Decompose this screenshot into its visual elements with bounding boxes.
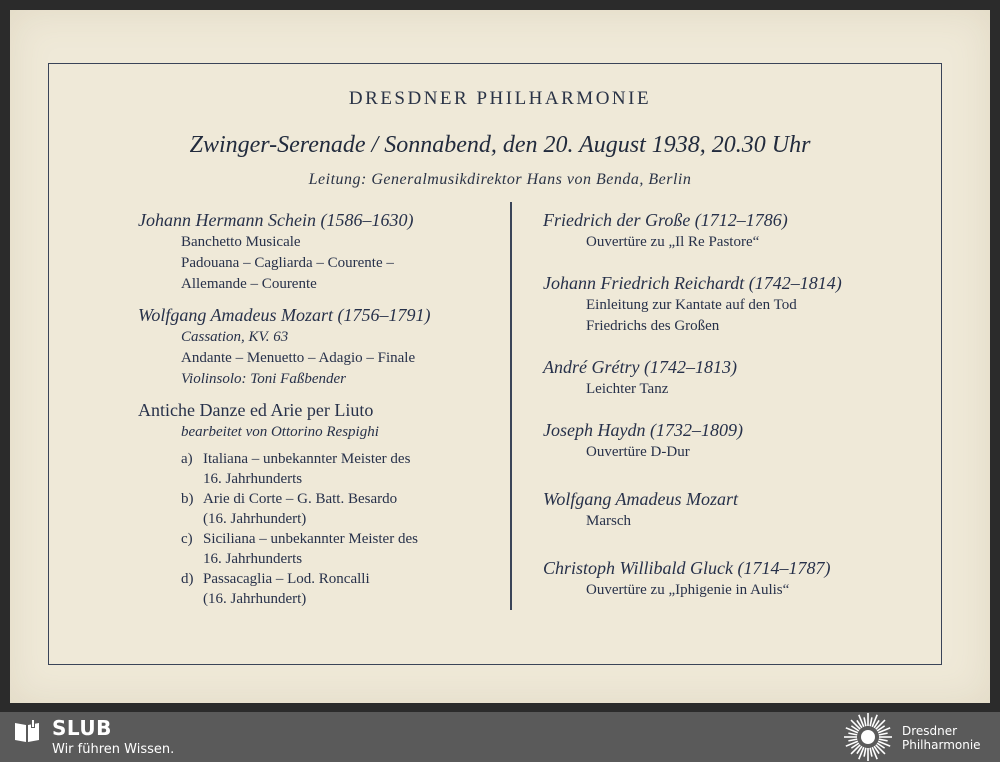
sunburst-ray bbox=[864, 748, 866, 757]
sunburst-ray bbox=[848, 733, 857, 735]
work-title: Ouvertüre zu „Il Re Pastore“ bbox=[586, 234, 760, 250]
work-movements: Andante – Menuetto – Adagio – Finale bbox=[181, 350, 416, 366]
list-item bbox=[138, 569, 503, 609]
item-text: Italiana – unbekannter Meister des bbox=[203, 451, 411, 467]
composer-mozart-2: Wolfgang Amadeus Mozart bbox=[543, 489, 739, 509]
work-title: Ouvertüre zu „Iphigenie in Aulis“ bbox=[586, 582, 790, 598]
sunburst-icon[interactable] bbox=[843, 712, 893, 762]
composer-mozart: Wolfgang Amadeus Mozart (1756–1791) bbox=[138, 305, 431, 325]
program-right-column bbox=[543, 208, 933, 601]
sunburst-ray bbox=[864, 717, 866, 726]
composer-schein: Johann Hermann Schein (1586–1630) bbox=[138, 210, 414, 230]
sunburst-ray bbox=[870, 717, 872, 726]
arranger-line: bearbeitet von Ottorino Respighi bbox=[181, 424, 379, 440]
composer-friedrich: Friedrich der Große (1712–1786) bbox=[543, 210, 788, 230]
work-title: Banchetto Musicale bbox=[181, 234, 301, 250]
composer-reichardt: Johann Friedrich Reichardt (1742–1814) bbox=[543, 273, 842, 293]
work-antiche-danze: Antiche Danze ed Arie per Liuto bbox=[138, 400, 374, 420]
sunburst-ray bbox=[848, 739, 857, 741]
item-letter: c) bbox=[181, 531, 193, 547]
composer-gluck: Christoph Willibald Gluck (1714–1787) bbox=[543, 558, 831, 578]
item-text: 16. Jahrhunderts bbox=[203, 471, 303, 487]
item-text: 16. Jahrhunderts bbox=[203, 551, 303, 567]
concert-title: Zwinger-Serenade / Sonnabend, den 20. August 1938, 20.30 Uhr bbox=[189, 132, 811, 158]
composer-haydn: Joseph Haydn (1732–1809) bbox=[543, 420, 743, 440]
program-left-column bbox=[138, 208, 503, 609]
list-item bbox=[138, 529, 503, 569]
sunburst-ray bbox=[879, 733, 888, 735]
work-title: Marsch bbox=[586, 513, 631, 529]
work-title: Friedrichs des Großen bbox=[586, 318, 720, 334]
work-title: Leichter Tanz bbox=[586, 381, 669, 397]
conductor-line: Leitung: Generalmusikdirektor Hans von Benda, Berlin bbox=[308, 171, 692, 188]
item-text: Arie di Corte – G. Batt. Besardo bbox=[203, 491, 398, 507]
work-movements: Padouana – Cagliarda – Courente – bbox=[181, 255, 394, 271]
item-text: (16. Jahrhundert) bbox=[203, 591, 307, 607]
item-text: Siciliana – unbekannter Meister des bbox=[203, 531, 418, 547]
footer-bar bbox=[0, 712, 1000, 762]
sunburst-ray bbox=[870, 748, 872, 757]
list-item bbox=[138, 449, 503, 489]
work-movements: Allemande – Courente bbox=[181, 276, 317, 292]
item-letter: d) bbox=[181, 571, 194, 587]
list-item bbox=[138, 489, 503, 529]
work-title: Einleitung zur Kantate auf den Tod bbox=[586, 297, 797, 313]
book-icon[interactable] bbox=[13, 720, 41, 744]
composer-gretry: André Grétry (1742–1813) bbox=[543, 357, 737, 377]
item-text: (16. Jahrhundert) bbox=[203, 511, 307, 527]
orchestra-name: DRESDNER PHILHARMONIE bbox=[348, 88, 652, 109]
column-divider bbox=[510, 202, 512, 610]
item-letter: b) bbox=[181, 491, 194, 507]
slub-tagline: Wir führen Wissen. bbox=[52, 742, 175, 757]
slub-logo-text[interactable]: SLUB bbox=[52, 716, 112, 740]
partner-logo-text[interactable]: Dresdner Philharmonie bbox=[902, 724, 981, 752]
work-title: Cassation, KV. 63 bbox=[181, 329, 289, 345]
item-letter: a) bbox=[181, 451, 193, 467]
work-title: Ouvertüre D-Dur bbox=[586, 444, 690, 460]
item-text: Passacaglia – Lod. Roncalli bbox=[203, 571, 370, 587]
soloist-line: Violinsolo: Toni Faßbender bbox=[181, 371, 346, 387]
sunburst-ray bbox=[879, 739, 888, 741]
